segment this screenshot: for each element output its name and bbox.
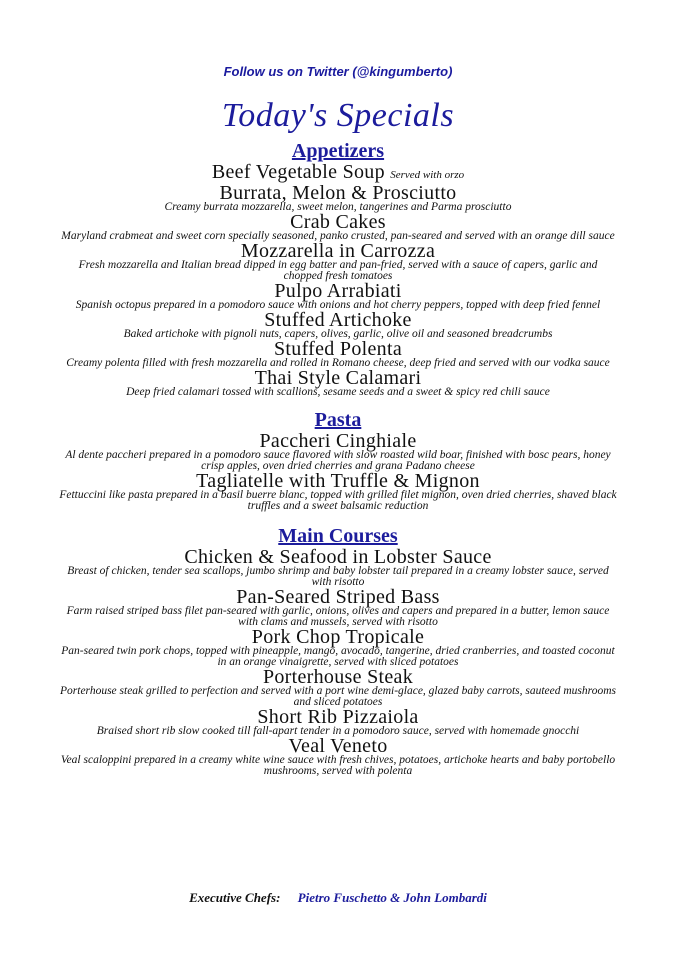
menu-item-name-text: Beef Vegetable Soup [211,161,385,183]
menu-item-description: Breast of chicken, tender sea scallops, jumbo shrimp and baby lobster tail prepared in a creamy lobster sauce, served with risotto [67,565,609,588]
menu-item-description: Maryland crabmeat and sweet corn specially seasoned, panko crusted, pan-seared and served with an orange dill sauce [61,230,615,242]
menu-item-name: Stuffed Polenta [273,338,402,360]
menu-item-name: Paccheri Cinghiale [259,430,417,452]
menu-item-name: Tagliatelle with Truffle & Mignon [196,470,480,492]
menu-item-description: Porterhouse steak grilled to perfection and served with a port wine demi-glace, glazed baby carrots, sauteed mushrooms and sliced potatoes [60,685,616,708]
menu-item-description: Braised short rib slow cooked till fall-apart tender in a pomodoro sauce, served with homemade gnocchi [96,725,580,737]
menu-item-description: Fresh mozzarella and Italian bread dipped in egg batter and pan-fried, served with a sauce of capers, garlic and chopped fresh tomatoes [78,259,598,282]
executive-chefs-names: Pietro Fuschetto & John Lombardi [297,890,487,905]
menu-item-name: Thai Style Calamari [254,367,422,389]
menu-item-description: Farm raised striped bass filet pan-seared with garlic, onions, olives and capers and prepared in a butter, lemon sauce with clams and mussels, served with risotto [66,605,610,628]
menu-item-description: Spanish octopus prepared in a pomodoro sauce with onions and hot cherry peppers, topped with deep fried fennel [75,299,601,311]
menu-item-name: Pulpo Arrabiati [274,280,402,302]
executive-chefs-footer [0,890,676,906]
menu-item-name: Burrata, Melon & Prosciutto [219,182,457,204]
executive-chefs-label: Executive Chefs: [189,890,281,905]
section-heading-main-courses: Main Courses [278,525,398,547]
menu-item-description: Veal scaloppini prepared in a creamy white wine sauce with fresh chives, potatoes, artichoke hearts and baby portobello mushrooms, served with polenta [60,754,616,777]
section-heading-appetizers: Appetizers [291,140,385,162]
menu-item-name [0,163,676,184]
menu-item-description: Deep fried calamari tossed with scallions, sesame seeds and a sweet & spicy red chili sauce [126,386,550,398]
menu-item-name: Pan-Seared Striped Bass [236,586,440,608]
menu-item-name: Porterhouse Steak [262,666,414,688]
menu-item-name: Chicken & Seafood in Lobster Sauce [184,546,492,568]
menu-item-description: Creamy burrata mozzarella, sweet melon, tangerines and Parma prosciutto [164,201,512,213]
menu-item-description: Al dente paccheri prepared in a pomodoro sauce flavored with slow roasted wild boar, finished with bosc pears, honey crisp apples, oven dried cherries and grana Padano cheese [65,449,611,472]
twitter-handle: Follow us on Twitter (@kingumberto) [223,64,453,79]
menu-item-name: Veal Veneto [288,735,388,757]
menu-item-note: Served with orzo [390,169,465,181]
menu-item-description: Pan-seared twin pork chops, topped with pineapple, mango, avocado, tangerine, dried cranberries, and toasted coconut in an orange vinaigrette, served with sliced potatoes [61,645,615,668]
menu-item-description: Fettuccini like pasta prepared in a basil buerre blanc, topped with grilled filet mignon, oven dried cherries, shaved black truffles and a sweet balsamic reduction [59,489,617,512]
section-heading-pasta: Pasta [314,409,362,431]
menu-item-name: Stuffed Artichoke [264,309,412,331]
page-title: Today's Specials [221,97,455,134]
menu-item-name: Short Rib Pizzaiola [257,706,419,728]
menu-item-name: Mozzarella in Carrozza [240,240,436,262]
menu-item-description: Baked artichoke with pignoli nuts, capers, olives, garlic, olive oil and seasoned breadcrumbs [123,328,553,340]
menu-item-name: Pork Chop Tropicale [251,626,425,648]
menu-item-description: Creamy polenta filled with fresh mozzarella and rolled in Romano cheese, deep fried and served with our vodka sauce [66,357,610,369]
menu-item-name: Crab Cakes [290,211,386,233]
